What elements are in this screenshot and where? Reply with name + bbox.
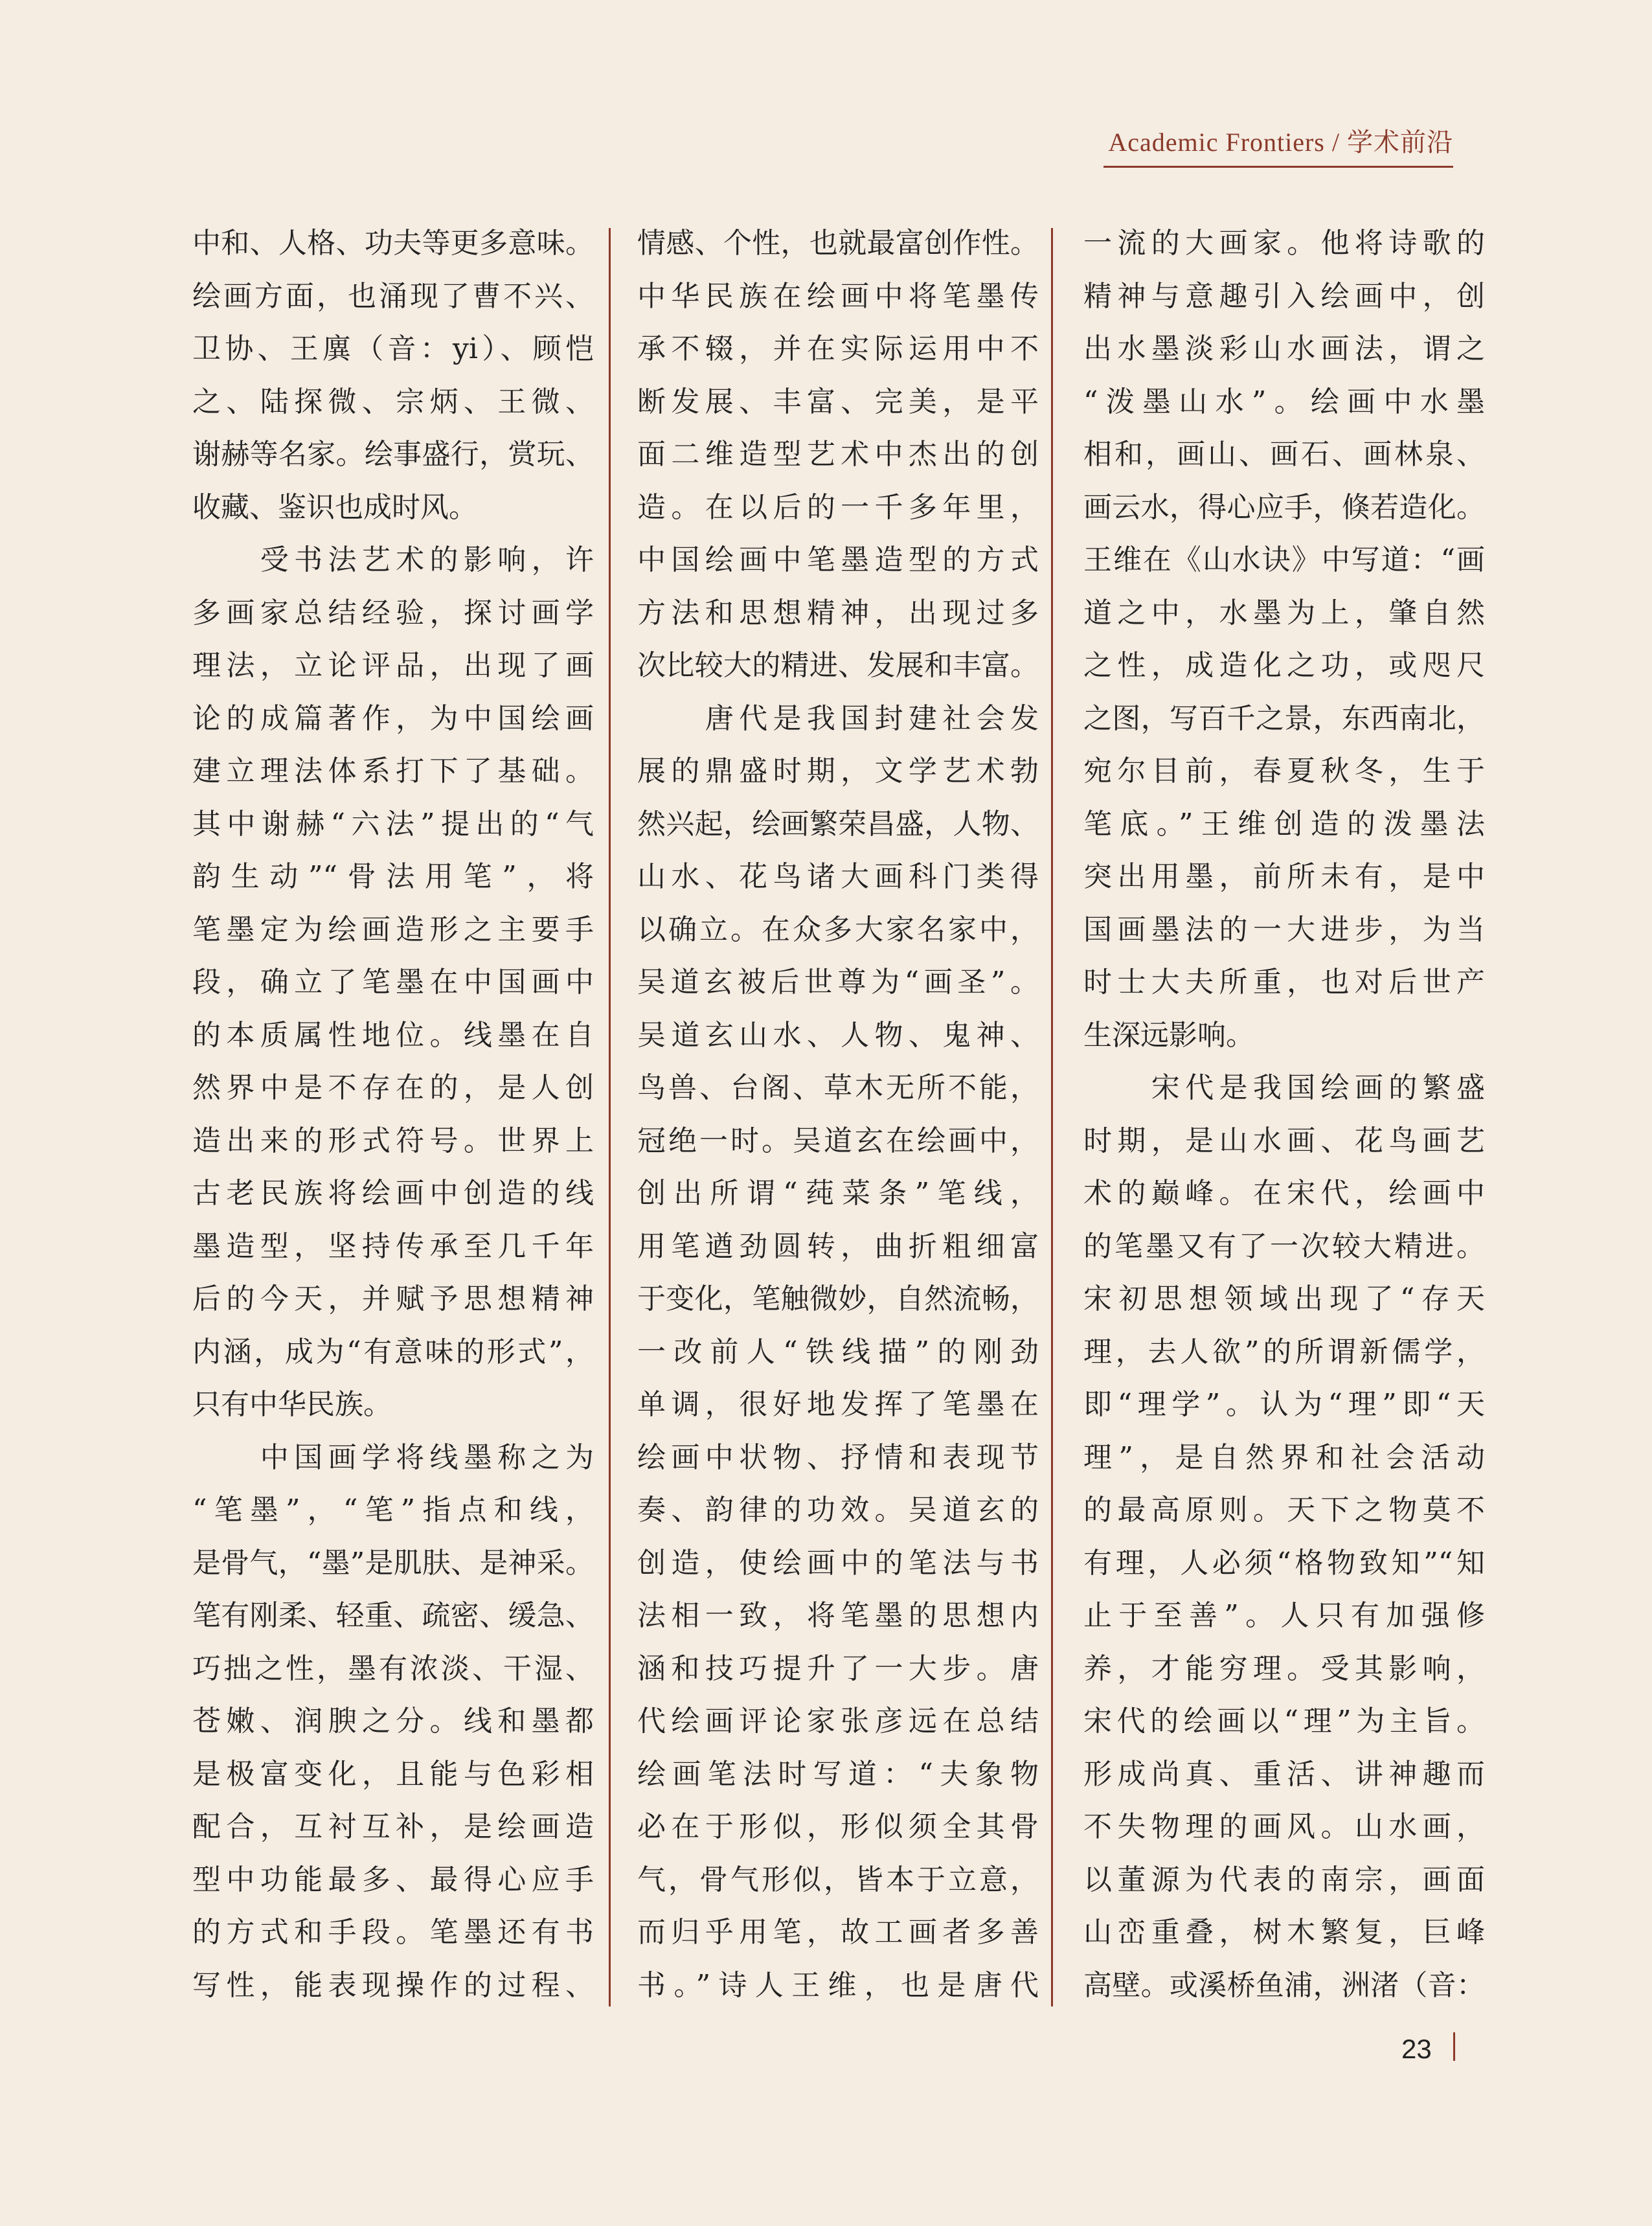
text-line: 展的鼎盛时期，文学艺术勃 bbox=[637, 755, 1039, 788]
text-line: 画云水，得心应手，倏若造化。 bbox=[1083, 490, 1485, 524]
text-line: 中和、人格、功夫等更多意味。 bbox=[192, 227, 594, 260]
text-line: 韵生动”“骨法用笔”，将 bbox=[192, 860, 594, 893]
text-line: 于变化，笔触微妙，自然流畅， bbox=[637, 1282, 1039, 1315]
text-line: 吴道玄山水、人物、鬼神、 bbox=[637, 1018, 1039, 1052]
text-line: 生深远影响。 bbox=[1083, 1018, 1254, 1052]
text-line: 中国画学将线墨称之为 bbox=[192, 1440, 594, 1474]
text-line: 创出所谓“莼菜条”笔线， bbox=[637, 1177, 1039, 1210]
text-line: 巧拙之性，墨有浓淡、干湿、 bbox=[192, 1652, 594, 1685]
text-line: 绘画笔法时写道：“夫象物 bbox=[637, 1757, 1039, 1791]
text-line: 之性，成造化之功，或咫尺 bbox=[1083, 649, 1485, 682]
text-line: 高壁。或溪桥鱼浦，洲渚（音： bbox=[1083, 1968, 1485, 2002]
text-line: 吴道玄被后世尊为“画圣”。 bbox=[637, 966, 1039, 999]
text-line: 承不辍，并在实际运用中不 bbox=[637, 332, 1039, 365]
text-line: 苍嫩、润腴之分。线和墨都 bbox=[192, 1705, 594, 1738]
text-line: 出水墨淡彩山水画法，谓之 bbox=[1083, 332, 1485, 365]
text-line: 宋代是我国绘画的繁盛 bbox=[1083, 1071, 1485, 1104]
header-rule bbox=[1103, 166, 1453, 168]
text-line: 造。在以后的一千多年里， bbox=[637, 490, 1039, 524]
text-line: 面二维造型艺术中杰出的创 bbox=[637, 438, 1039, 471]
text-line: 是骨气，“墨”是肌肤、是神采。 bbox=[192, 1546, 594, 1580]
text-line: 鸟兽、台阁、草木无所不能， bbox=[637, 1071, 1039, 1104]
text-line: 只有中华民族。 bbox=[192, 1388, 392, 1421]
text-line: 即“理学”。认为“理”即“天 bbox=[1083, 1388, 1485, 1421]
text-line: 必在于形似，形似须全其骨 bbox=[637, 1810, 1039, 1843]
text-line: 宋代的绘画以“理”为主旨。 bbox=[1083, 1705, 1485, 1738]
text-line: 山峦重叠，树木繁复，巨峰 bbox=[1083, 1916, 1485, 1949]
column-divider-2 bbox=[1051, 228, 1053, 2006]
text-line: 止于至善”。人只有加强修 bbox=[1083, 1599, 1485, 1632]
text-line: 创造，使绘画中的笔法与书 bbox=[637, 1546, 1039, 1580]
text-line: 收藏、鉴识也成时风。 bbox=[192, 490, 477, 524]
text-line: 时期，是山水画、花鸟画艺 bbox=[1083, 1124, 1485, 1157]
text-column-2 bbox=[637, 217, 1039, 2012]
text-line: 笔有刚柔、轻重、疏密、缓急、 bbox=[192, 1599, 594, 1632]
text-line: 笔底。”王维创造的泼墨法 bbox=[1083, 807, 1485, 841]
text-line: 其中谢赫“六法”提出的“气 bbox=[192, 807, 594, 841]
text-line: 受书法艺术的影响，许 bbox=[192, 543, 594, 576]
text-line: 段，确立了笔墨在中国画中 bbox=[192, 966, 594, 999]
text-line: 有理，人必须“格物致知”“知 bbox=[1083, 1546, 1485, 1580]
text-line: 之、陆探微、宗炳、王微、 bbox=[192, 385, 594, 418]
text-line: 情感、个性，也就最富创作性。 bbox=[637, 227, 1039, 260]
text-line: 的方式和手段。笔墨还有书 bbox=[192, 1916, 594, 1949]
text-line: 谢赫等名家。绘事盛行，赏玩、 bbox=[192, 438, 594, 471]
text-line: 宛尔目前，春夏秋冬，生于 bbox=[1083, 755, 1485, 788]
text-line: 断发展、丰富、完美，是平 bbox=[637, 385, 1039, 418]
page-number-mark bbox=[1453, 2032, 1455, 2061]
text-line: 次比较大的精进、发展和丰富。 bbox=[637, 649, 1039, 682]
text-line: 古老民族将绘画中创造的线 bbox=[192, 1177, 594, 1210]
text-line: 突出用墨，前所未有，是中 bbox=[1083, 860, 1485, 893]
text-line: 中华民族在绘画中将笔墨传 bbox=[637, 279, 1039, 313]
text-line: 国画墨法的一大进步，为当 bbox=[1083, 913, 1485, 946]
text-line: 相和，画山、画石、画林泉、 bbox=[1083, 438, 1485, 471]
text-line: 以确立。在众多大家名家中， bbox=[637, 913, 1039, 946]
column-divider-1 bbox=[609, 228, 611, 2006]
text-line: 理法，立论评品，出现了画 bbox=[192, 649, 594, 682]
text-line: 绘画方面，也涌现了曹不兴、 bbox=[192, 279, 594, 313]
text-line: 内涵，成为“有意味的形式”， bbox=[192, 1335, 594, 1369]
text-line: 造出来的形式符号。世界上 bbox=[192, 1124, 594, 1157]
text-line: 道之中，水墨为上，肇自然 bbox=[1083, 596, 1485, 630]
text-line: 以董源为代表的南宗，画面 bbox=[1083, 1863, 1485, 1896]
text-line: 王维在《山水诀》中写道：“画 bbox=[1083, 543, 1485, 576]
text-line: 养，才能穷理。受其影响， bbox=[1083, 1652, 1485, 1685]
text-line: 中国绘画中笔墨造型的方式 bbox=[637, 543, 1039, 576]
text-line: 理”，是自然界和社会活动 bbox=[1083, 1440, 1485, 1474]
text-line: 理，去人欲”的所谓新儒学， bbox=[1083, 1335, 1485, 1369]
text-line: 的最高原则。天下之物莫不 bbox=[1083, 1493, 1485, 1527]
text-line: 气，骨气形似，皆本于立意， bbox=[637, 1863, 1039, 1896]
text-line: 墨造型，坚持传承至几千年 bbox=[192, 1229, 594, 1263]
text-line: 单调，很好地发挥了笔墨在 bbox=[637, 1388, 1039, 1421]
text-line: 山水、花鸟诸大画科门类得 bbox=[637, 860, 1039, 893]
text-line: 宋初思想领域出现了“存天 bbox=[1083, 1282, 1485, 1315]
text-line: 后的今天，并赋予思想精神 bbox=[192, 1282, 594, 1315]
text-column-3 bbox=[1083, 217, 1485, 2012]
text-line: 卫协、王廙（音：yi）、顾恺 bbox=[192, 332, 594, 365]
text-line: 不失物理的画风。山水画， bbox=[1083, 1810, 1485, 1843]
running-header: Academic Frontiers / 学术前沿 bbox=[1108, 128, 1453, 157]
text-line: 之图，写百千之景，东西南北， bbox=[1083, 701, 1485, 735]
text-line: 型中功能最多、最得心应手 bbox=[192, 1863, 594, 1896]
text-line: 法相一致，将笔墨的思想内 bbox=[637, 1599, 1039, 1632]
text-line: “泼墨山水”。绘画中水墨 bbox=[1083, 385, 1485, 418]
text-line: 多画家总结经验，探讨画学 bbox=[192, 596, 594, 630]
text-line: 书。”诗人王维，也是唐代 bbox=[637, 1968, 1039, 2002]
text-line: 涵和技巧提升了一大步。唐 bbox=[637, 1652, 1039, 1685]
text-line: 笔墨定为绘画造形之主要手 bbox=[192, 913, 594, 946]
text-line: 然界中是不存在的，是人创 bbox=[192, 1071, 594, 1104]
text-line: 而归乎用笔，故工画者多善 bbox=[637, 1916, 1039, 1949]
text-line: 奏、韵律的功效。吴道玄的 bbox=[637, 1493, 1039, 1527]
text-line: 冠绝一时。吴道玄在绘画中， bbox=[637, 1124, 1039, 1157]
text-line: 的笔墨又有了一次较大精进。 bbox=[1083, 1229, 1485, 1263]
text-column-1 bbox=[192, 217, 594, 2012]
text-line: 建立理法体系打下了基础。 bbox=[192, 755, 594, 788]
text-line: 的本质属性地位。线墨在自 bbox=[192, 1018, 594, 1052]
text-line: 方法和思想精神，出现过多 bbox=[637, 596, 1039, 630]
text-line: 用笔遒劲圆转，曲折粗细富 bbox=[637, 1229, 1039, 1263]
text-line: 一改前人“铁线描”的刚劲 bbox=[637, 1335, 1039, 1369]
text-line: 唐代是我国封建社会发 bbox=[637, 701, 1039, 735]
text-line: 然兴起，绘画繁荣昌盛，人物、 bbox=[637, 807, 1039, 841]
text-line: 一流的大画家。他将诗歌的 bbox=[1083, 227, 1485, 260]
text-line: 配合，互衬互补，是绘画造 bbox=[192, 1810, 594, 1843]
text-line: 绘画中状物、抒情和表现节 bbox=[637, 1440, 1039, 1474]
text-line: 形成尚真、重活、讲神趣而 bbox=[1083, 1757, 1485, 1791]
text-line: “笔墨”，“笔”指点和线， bbox=[192, 1493, 594, 1527]
text-line: 代绘画评论家张彦远在总结 bbox=[637, 1705, 1039, 1738]
text-line: 写性，能表现操作的过程、 bbox=[192, 1968, 594, 2002]
text-line: 术的巅峰。在宋代，绘画中 bbox=[1083, 1177, 1485, 1210]
text-line: 精神与意趣引入绘画中，创 bbox=[1083, 279, 1485, 313]
text-line: 论的成篇著作，为中国绘画 bbox=[192, 701, 594, 735]
text-line: 是极富变化，且能与色彩相 bbox=[192, 1757, 594, 1791]
text-line: 时士大夫所重，也对后世产 bbox=[1083, 966, 1485, 999]
page-number: 23 bbox=[1401, 2034, 1432, 2064]
